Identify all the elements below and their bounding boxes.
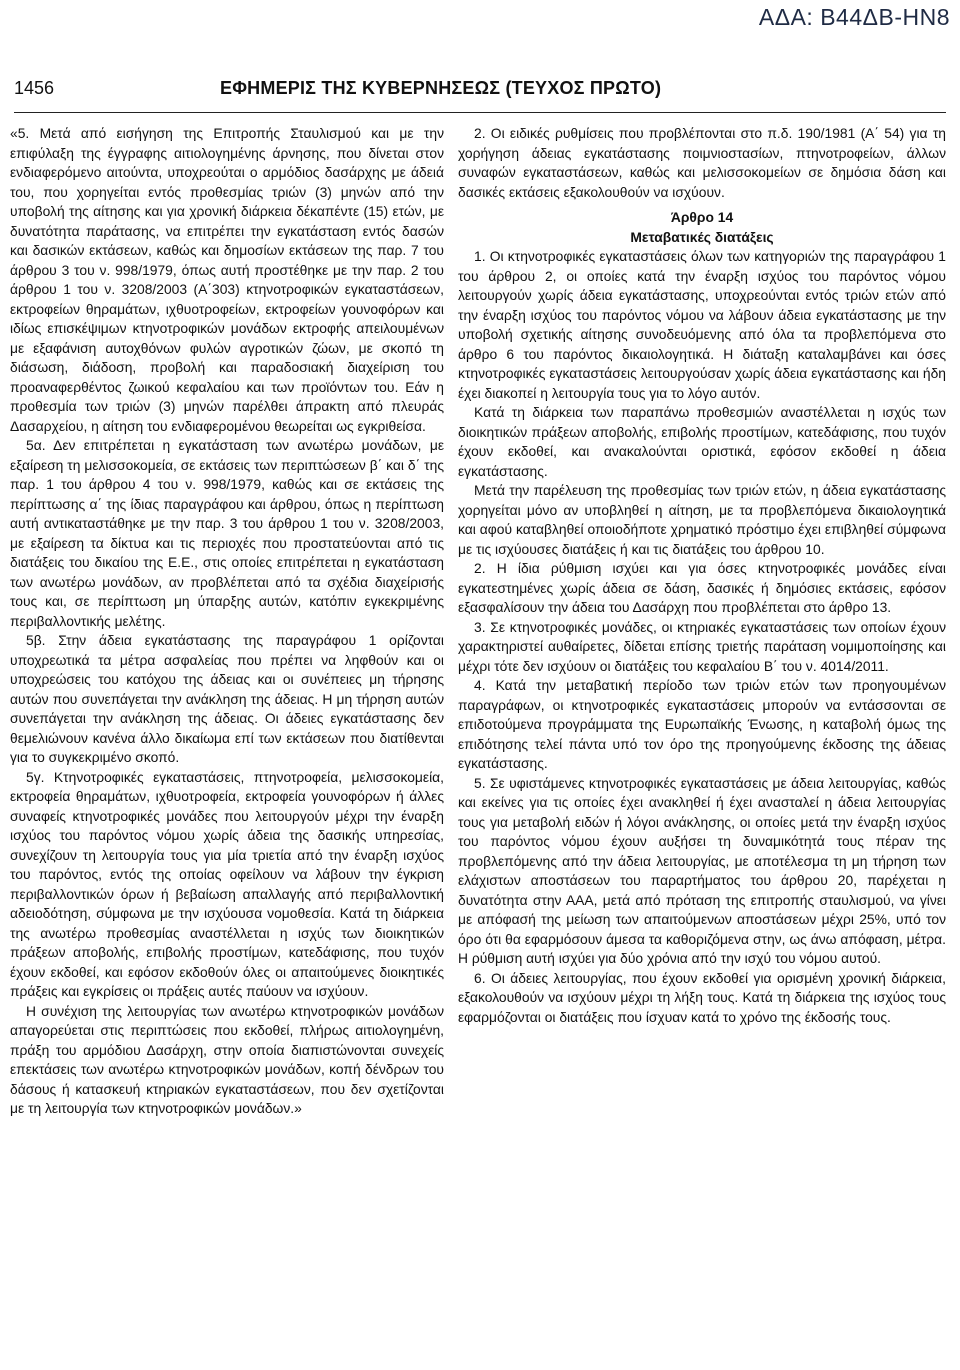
paragraph: «5. Μετά από εισήγηση της Επιτροπής Σταυλισμού και με την επιφύλαξη της έγγραφης αιτιολογημένης άρνησης, που δίνεται στον ενδιαφερόμενο αιτούντα, υποχρεούται ο αρμόδιος δασάρχης με άδειά του, που χορηγείται εντός προθεσμίας τριών (3) μηνών από την υποβολή της αίτησης και για χρονική διάρκεια δέκαπέντε (15) ετών, με δυνατότητα παράτασης, να επιτρέπει την εγκατάσταση εντός δασών και δασικών εκτάσεων, καθώς και δημοσίων εκτάσεων της παρ. 7 του άρθρου 3 του ν. 998/1979, όπως αυτή προστέθηκε με την παρ. 2 του άρθρου 1 του ν. 3208/2003 (Α΄303) κτηνοτροφικών εγκαταστάσεων, εκτροφείων θηραμάτων, ιχθυοτροφείων, εκτροφείων γουνοφόρων και ιδίως επισκέψιμων κτηνοτροφικών μονάδων εκτροφής απειλουμένων με εξαφάνιση αυτοχθόνων φυλών αγροτικών ζώων, με σκοπό τη διάσωση, διάδοση, προβολή και παραδοσιακή διαχείριση του προαναφερθέντος ζωικού κεφαλαίου και των προϊόντων του. Εάν η προθεσμία των τριών (3) μηνών παρέλθει άπρακτη από πλευράς Δασαρχείου, η αίτηση του ενδιαφερομένου θεωρείται ως εγκριθείσα.: [10, 125, 444, 434]
paragraph: 1. Οι κτηνοτροφικές εγκαταστάσεις όλων των κατηγοριών της παραγράφου 1 του άρθρου 2, οι οποίες κατά την έναρξη ισχύος του παρόντος νόμου λειτουργούν χωρίς άδεια εγκατάστασης, υποχρεούνται εντός τριών ετών από την έναρξη ισχύος του παρόντος νόμου να λάβουν άδεια εγκατάστασης με την υποβολή σχετικής αίτησης συνοδευόμενης από όλα τα προβλεπόμενα στο άρθρο 6 του παρόντος δικαιολογητικά. Η διάταξη καταλαμβάνει και όσες κτηνοτροφικές εγκαταστάσεις λειτουργούσαν χωρίς άδεια εγκατάστασης και ήδη έχει διακοπεί η λειτουργία τους για το λόγο αυτόν.: [458, 248, 946, 401]
paragraph: 4. Κατά την μεταβατική περίοδο των τριών ετών των προηγουμένων παραγράφων, οι κτηνοτροφικές εγκαταστάσεις μπορούν να εντάσσονται σε επιδοτούμενα προγράμματα της Ευρωπαϊκής Ένωσης, η καταβολή όμως της επιδότησης τελεί πάντα υπό τον όρο της προηγούμενης έκδοσης της άδειας εγκατάστασης.: [458, 677, 946, 771]
paragraph: 5α. Δεν επιτρέπεται η εγκατάσταση των ανωτέρω μονάδων, με εξαίρεση τη μελισσοκομεία, σε εκτάσεις των περιπτώσεων β΄ και δ΄ της παρ. 1 του άρθρου 4 του ν. 998/1979, καθώς και σε εκτάσεις της περίπτωσης α΄ της ίδιας παραγράφου και άρθρου, όπως η περίπτωση αυτή αντικαταστάθηκε με την παρ. 3 του άρθρου 1 του ν. 3208/2003, με εξαίρεση τα δίκτυα και τις περιοχές που προστατεύονται από τις διατάξεις του δικαίου της Ε.Ε., στις οποίες επιτρέπεται η εγκατάσταση των ανωτέρω μονάδων, αν προβλέπεται από τα σχέδια διαχείρισής τους και, σε περίπτωση μη ύπαρξης αυτών, κατόπιν εγκεκριμένης περιβαλλοντικής μελέτης.: [10, 437, 444, 629]
header-rule: [14, 112, 946, 113]
ada-code: ΑΔΑ: Β44ΔΒ-ΗΝ8: [758, 4, 950, 30]
paragraph: 5β. Στην άδεια εγκατάστασης της παραγράφου 1 ορίζονται υποχρεωτικά τα μέτρα ασφαλείας που πρέπει να ληφθούν και οι υποχρεώσεις του κατόχου της άδειας και οι συνέπειες μη τήρησης αυτών που συνεπάγεται την ανάκληση της άδειας. Η μη τήρηση αυτών συνεπάγεται την ανάκληση της άδειας. Οι άδειες εγκατάστασης δεν θεμελιώνουν κανένα άλλο δικαίωμα επί των εκτάσεων που διατίθενται για το συγκεκριμένο σκοπό.: [10, 632, 444, 765]
page-header: [14, 78, 946, 104]
paragraph: 5. Σε υφιστάμενες κτηνοτροφικές εγκαταστάσεις με άδεια λειτουργίας, καθώς και εκείνες για τις οποίες έχει ανακληθεί ή έχει ανασταλεί η άδεια λειτουργίας τους για μεταβολή ειδών ή λόγοι ανάκλησης, οι οποίες μετά την έναρξη ισχύος του παρόντος νόμου έχουν αυξήσει τη δυναμικότητά τους πέραν της προβλεπόμενης από την άδεια λειτουργίας, με αποτέλεσμα τη μη τήρηση των ελάχιστων αποστάσεων του παραρτήματος του άρθρου 20, παρέχεται η δυνατότητα στην ΑΑΑ, μετά από πρόταση της επιτροπής σταυλισμού, να γίνει με απόφασή της μείωση των απαιτούμενων αποστάσεων μέχρι 25%, υπό τον όρο ότι θα εφαρμόσουν άμεσα τα καθοριζόμενα στην, ως άνω απόφαση, μέτρα. Η ρύθμιση αυτή ισχύει για δύο χρόνια από την ισχύ του νόμου αυτού.: [458, 774, 946, 966]
paragraph: 3. Σε κτηνοτροφικές μονάδες, οι κτηριακές εγκαταστάσεις των οποίων έχουν χαρακτηριστεί αυθαίρετες, δίδεται επίσης τριετής παράταση νομιμοποίησης και μέχρι τότε δεν ισχύουν οι διατάξεις του κεφαλαίου Β΄ του ν. 4014/2011.: [458, 618, 946, 674]
paragraph: 6. Οι άδειες λειτουργίας, που έχουν εκδοθεί για ορισμένη χρονική διάρκεια, εξακολουθούν να ισχύουν μέχρι τη λήξη τους. Κατά τη διάρκεια της ισχύος τους εφαρμόζονται οι διατάξεις που ίσχυαν κατά το χρόνο της έκδοσής τους.: [458, 969, 946, 1025]
page-number: 1456: [14, 78, 55, 98]
paragraph: Μετά την παρέλευση της προθεσμίας των τριών ετών, η άδεια εγκατάστασης χορηγείται μόνο αν υποβληθεί η αίτηση, με τα προβλεπόμενα δικαιολογητικά και αφού καταβληθεί οποιοδήποτε χρηματικό πρόστιμο έχει επιβληθεί σύμφωνα με τις ισχύουσες διατάξεις ή και τις διατάξεις του άρθρου 10.: [458, 482, 946, 557]
left-column: [10, 124, 444, 1119]
right-column: [458, 124, 946, 1027]
journal-title: ΕΦΗΜΕΡΙΣ ΤΗΣ ΚΥΒΕΡΝΗΣΕΩΣ (ΤΕΥΧΟΣ ΠΡΩΤΟ): [220, 78, 662, 98]
article-heading: Άρθρο 14: [670, 209, 734, 225]
paragraph: 5γ. Κτηνοτροφικές εγκαταστάσεις, πτηνοτροφεία, μελισσοκομεία, εκτροφεία θηραμάτων, ιχθυοτροφεία, εκτροφεία γουνοφόρων ή άλλες συναφείς κτηνοτροφικές μονάδες που λειτουργούν μέχρι την έναρξη ισχύος του παρόντος νόμου χωρίς άδεια της δασικής υπηρεσίας, συνεχίζουν τη λειτουργία τους για μία τριετία από την έναρξη ισχύος του παρόντος, εντός της οποίας οφείλουν να λάβουν την έγκριση περιβαλλοντικών όρων ή βεβαίωση απαλλαγής από περιβαλλοντική αδειοδότηση, σύμφωνα με την ισχύουσα νομοθεσία. Κατά τη διάρκεια της ανωτέρω προθεσμίας αναστέλλεται η ισχύς των διοικητικών πράξεων αποβολής, επιβολής προστίμων, κατεδάφισης, που τυχόν έχουν εκδοθεί, και εφόσον εκδοθούν όλες οι απαιτούμενες διοικητικές πράξεις και εγκρίσεις οι πράξεις αυτές παύουν να ισχύουν.: [10, 768, 444, 999]
paragraph: 2. Η ίδια ρύθμιση ισχύει και για όσες κτηνοτροφικές μονάδες είναι εγκατεστημένες χωρίς άδεια σε δάση, δασικές ή δημόσιες εκτάσεις, εφόσον εξασφαλίσουν την άδεια του Δασάρχη που προβλέπεται στο άρθρο 13.: [458, 560, 946, 615]
article-title: Μεταβατικές διατάξεις: [630, 228, 774, 245]
paragraph: Κατά τη διάρκεια των παραπάνω προθεσμιών αναστέλλεται η ισχύς των διοικητικών πράξεων αποβολής, επιβολής προστίμων, κατεδάφισης, που τυχόν έχουν εκδοθεί, και ανακαλούνται οριστικά, εφόσον εκδοθεί η άδεια εγκατάστασης.: [458, 404, 946, 479]
paragraph: 2. Οι ειδικές ρυθμίσεις που προβλέπονται στο π.δ. 190/1981 (Α΄ 54) για τη χορήγηση άδειας εγκατάστασης ποιμνιοστασίων, πτηνοτροφείων, άλλων συναφών εγκαταστάσεων, καθώς και μελισσοκομείων σε δημόσια δάση και δασικές εκτάσεις εξακολουθούν να ισχύουν.: [458, 125, 946, 200]
paragraph: Η συνέχιση της λειτουργίας των ανωτέρω κτηνοτροφικών μονάδων απαγορεύεται στις περιπτώσεις που εκδοθεί, πλήρως αιτιολογημένη, πράξη του αρμόδιου Δασάρχη, στην οποία διαπιστώνονται συνεχείς επεκτάσεις των ανωτέρω κτηνοτροφικών μονάδων, κοπή δένδρων του δάσους ή κατασκευή κτηριακών εγκαταστάσεων, που δεν σχετίζονται με τη λειτουργία των κτηνοτροφικών μονάδων.»: [10, 1002, 444, 1116]
